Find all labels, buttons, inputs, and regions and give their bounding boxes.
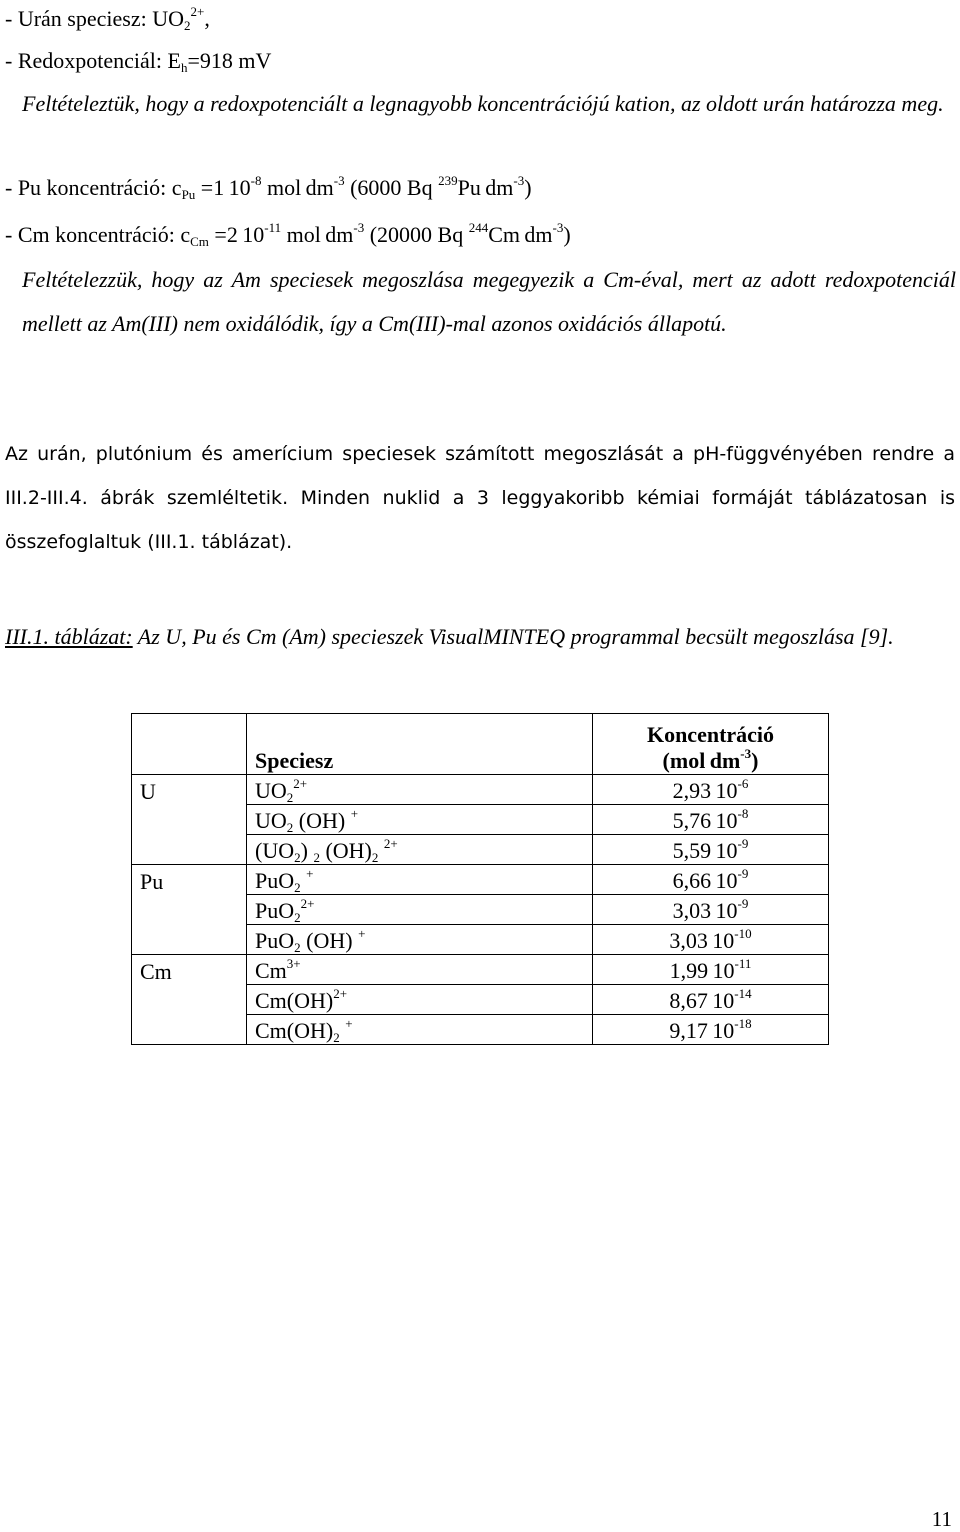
cm-sup: -3 xyxy=(353,220,365,235)
pu-concentration-line xyxy=(5,175,532,201)
concentration-cell xyxy=(593,985,829,1015)
species-formula-part: PuO xyxy=(255,928,295,953)
species-formula-part: Cm(OH) xyxy=(255,988,334,1013)
concentration-mantissa: 8,67 xyxy=(669,988,708,1013)
cm-part: dm xyxy=(524,222,553,247)
redox-line xyxy=(5,48,271,74)
concentration-base: 10 xyxy=(712,928,735,953)
element-cell xyxy=(132,925,247,955)
element-cell: Cm xyxy=(132,955,247,985)
pu-sup: -3 xyxy=(333,173,345,188)
table-row xyxy=(132,1015,829,1045)
species-formula-part: 3+ xyxy=(286,956,301,971)
concentration-exponent: -8 xyxy=(737,806,749,821)
pu-part: dm xyxy=(305,175,334,200)
table-row xyxy=(132,805,829,835)
species-formula-part: PuO xyxy=(255,898,295,923)
uran-species-line xyxy=(5,6,210,32)
species-formula-part: 2 xyxy=(294,910,301,925)
cm-sup: -3 xyxy=(552,220,564,235)
table-row xyxy=(132,985,829,1015)
element-cell xyxy=(132,805,247,835)
cm-sup: -11 xyxy=(264,220,282,235)
concentration-exponent: -9 xyxy=(737,836,749,851)
species-formula-part: 2 xyxy=(371,850,379,865)
element-cell: Pu xyxy=(132,865,247,895)
header-conc-unit: (mol xyxy=(662,748,706,773)
concentration-mantissa: 2,93 xyxy=(672,778,712,803)
redox-sub: h xyxy=(180,60,188,75)
uran-suffix: , xyxy=(204,6,210,31)
concentration-mantissa: 3,03 xyxy=(672,898,712,923)
concentration-cell xyxy=(593,1015,829,1045)
concentration-base: 10 xyxy=(712,988,735,1013)
species-cell xyxy=(247,775,593,805)
header-conc-unit: dm xyxy=(709,748,741,773)
element-cell xyxy=(132,835,247,865)
pu-part: mol xyxy=(261,175,302,200)
species-formula-part: 2 xyxy=(294,940,301,955)
header-conc-sup: -3 xyxy=(740,746,752,761)
species-formula-part: 2+ xyxy=(333,986,348,1001)
concentration-base: 10 xyxy=(712,958,735,983)
cm-label: - Cm koncentráció: c xyxy=(5,222,191,247)
species-cell xyxy=(247,1015,593,1045)
cm-part: 10 xyxy=(242,222,265,247)
pu-part: ) xyxy=(524,175,532,200)
species-formula-part: ) xyxy=(300,838,314,863)
species-formula-part: 2+ xyxy=(293,776,308,791)
cm-part: Cm xyxy=(488,222,520,247)
pu-sub: Pu xyxy=(181,187,196,202)
species-formula-part: 2 xyxy=(286,790,294,805)
concentration-base: 10 xyxy=(715,808,738,833)
species-formula-part: + xyxy=(358,926,366,941)
assumption-paragraph-1: Feltételeztük, hogy a redoxpotenciált a legnagyobb koncentrációjú kation, az oldott urán határozza meg. xyxy=(22,91,944,116)
concentration-exponent: -10 xyxy=(734,926,752,941)
assumption-paragraph-2: Feltételezzük, hogy az Am speciesek megoszlása megegyezik a Cm-éval, mert az adott redoxpotenciál mellett az Am(III) nem oxidálódik, így a Cm(III)-mal azonos oxidációs állapotú. xyxy=(22,267,956,336)
cm-part: (20000 Bq xyxy=(364,222,469,247)
species-formula-part: (UO xyxy=(255,838,295,863)
species-cell xyxy=(247,985,593,1015)
pu-sup: -8 xyxy=(250,173,262,188)
species-formula-part: (OH) xyxy=(319,838,372,863)
concentration-mantissa: 3,03 xyxy=(669,928,708,953)
species-cell xyxy=(247,835,593,865)
species-formula-part: UO xyxy=(255,778,287,803)
concentration-exponent: -18 xyxy=(734,1016,752,1031)
concentration-base: 10 xyxy=(715,868,738,893)
cm-part: mol xyxy=(281,222,321,247)
table-row xyxy=(132,925,829,955)
species-formula-part: (OH) xyxy=(300,928,359,953)
page-number: 11 xyxy=(931,1507,952,1531)
species-table xyxy=(131,713,829,1045)
concentration-exponent: -9 xyxy=(737,896,749,911)
species-formula-part: 2 xyxy=(333,1030,340,1045)
species-formula-part: PuO xyxy=(255,868,295,893)
concentration-base: 10 xyxy=(715,838,738,863)
header-conc-unit: ) xyxy=(751,748,759,773)
pu-part: =1 xyxy=(195,175,225,200)
cm-concentration-line xyxy=(5,222,571,248)
concentration-exponent: -6 xyxy=(737,776,749,791)
species-formula-part: UO xyxy=(255,808,287,833)
concentration-mantissa: 5,59 xyxy=(672,838,712,863)
species-formula-part: (OH) xyxy=(293,808,351,833)
element-cell xyxy=(132,1015,247,1045)
pu-part: Pu xyxy=(457,175,481,200)
species-formula-part: 2 xyxy=(294,880,301,895)
uran-label: - Urán speciesz: UO xyxy=(5,6,184,31)
cm-sub: Cm xyxy=(190,234,209,249)
cm-part: dm xyxy=(325,222,354,247)
header-conc-line1: Koncentráció xyxy=(646,722,775,747)
concentration-cell xyxy=(593,775,829,805)
header-species: Speciesz xyxy=(247,714,593,775)
species-formula-part: + xyxy=(306,866,314,881)
species-cell xyxy=(247,865,593,895)
pu-label: - Pu koncentráció: c xyxy=(5,175,182,200)
redox-label: - Redoxpotenciál: E xyxy=(5,48,181,73)
species-cell xyxy=(247,895,593,925)
species-formula-part: + xyxy=(345,1016,353,1031)
redox-value: =918 mV xyxy=(187,48,272,73)
header-concentration xyxy=(593,714,829,775)
pu-part: 10 xyxy=(228,175,251,200)
concentration-base: 10 xyxy=(715,778,738,803)
concentration-exponent: -9 xyxy=(737,866,749,881)
table-row xyxy=(132,895,829,925)
species-cell xyxy=(247,955,593,985)
cm-sup: 244 xyxy=(468,220,489,235)
element-cell: U xyxy=(132,775,247,805)
table-caption-label: III.1. táblázat: xyxy=(5,624,133,649)
species-cell xyxy=(247,805,593,835)
table-row xyxy=(132,955,829,985)
table-row xyxy=(132,835,829,865)
concentration-cell xyxy=(593,895,829,925)
concentration-cell xyxy=(593,835,829,865)
species-formula-part: 2 xyxy=(294,850,301,865)
species-formula-part: Cm(OH) xyxy=(255,1018,334,1043)
table-header-row xyxy=(132,714,829,775)
pu-sup: -3 xyxy=(513,173,525,188)
concentration-exponent: -14 xyxy=(734,986,752,1001)
species-formula-part: 2+ xyxy=(300,896,315,911)
pu-sup: 239 xyxy=(438,173,458,188)
species-formula-part: 2 xyxy=(286,820,294,835)
species-formula-part: + xyxy=(350,806,359,821)
element-cell xyxy=(132,985,247,1015)
concentration-cell xyxy=(593,805,829,835)
concentration-mantissa: 1,99 xyxy=(669,958,709,983)
cm-part: ) xyxy=(563,222,571,247)
table-body xyxy=(132,775,829,1045)
concentration-cell xyxy=(593,865,829,895)
species-formula-part: Cm xyxy=(255,958,287,983)
concentration-base: 10 xyxy=(715,898,738,923)
species-cell xyxy=(247,925,593,955)
table-row xyxy=(132,865,829,895)
body-paragraph: Az urán, plutónium és amerícium speciesek számított megoszlását a pH-függvényében rendre a III.2-III.4. ábrák szemléltetik. Minden nuklid a 3 leggyakoribb kémiai formáját táblázatosan is összefoglaltuk (III.1. táblázat). xyxy=(5,443,955,553)
species-formula-part: 2 xyxy=(313,850,320,865)
table-caption xyxy=(5,620,955,654)
species-formula-part: 2+ xyxy=(383,836,398,851)
concentration-cell xyxy=(593,925,829,955)
concentration-mantissa: 6,66 xyxy=(672,868,712,893)
cm-part: =2 xyxy=(208,222,238,247)
uran-sub: 2 xyxy=(184,18,191,33)
concentration-cell xyxy=(593,955,829,985)
header-element xyxy=(132,714,247,775)
table-caption-text: Az U, Pu és Cm (Am) specieszek VisualMINTEQ programmal becsült megoszlása [9]. xyxy=(132,624,894,649)
pu-part: dm xyxy=(485,175,514,200)
concentration-mantissa: 5,76 xyxy=(672,808,712,833)
pu-part: (6000 Bq xyxy=(344,175,439,200)
concentration-base: 10 xyxy=(712,1018,735,1043)
element-cell xyxy=(132,895,247,925)
uran-sup: 2+ xyxy=(190,4,205,19)
concentration-mantissa: 9,17 xyxy=(669,1018,708,1043)
table-row xyxy=(132,775,829,805)
concentration-exponent: -11 xyxy=(734,956,752,971)
